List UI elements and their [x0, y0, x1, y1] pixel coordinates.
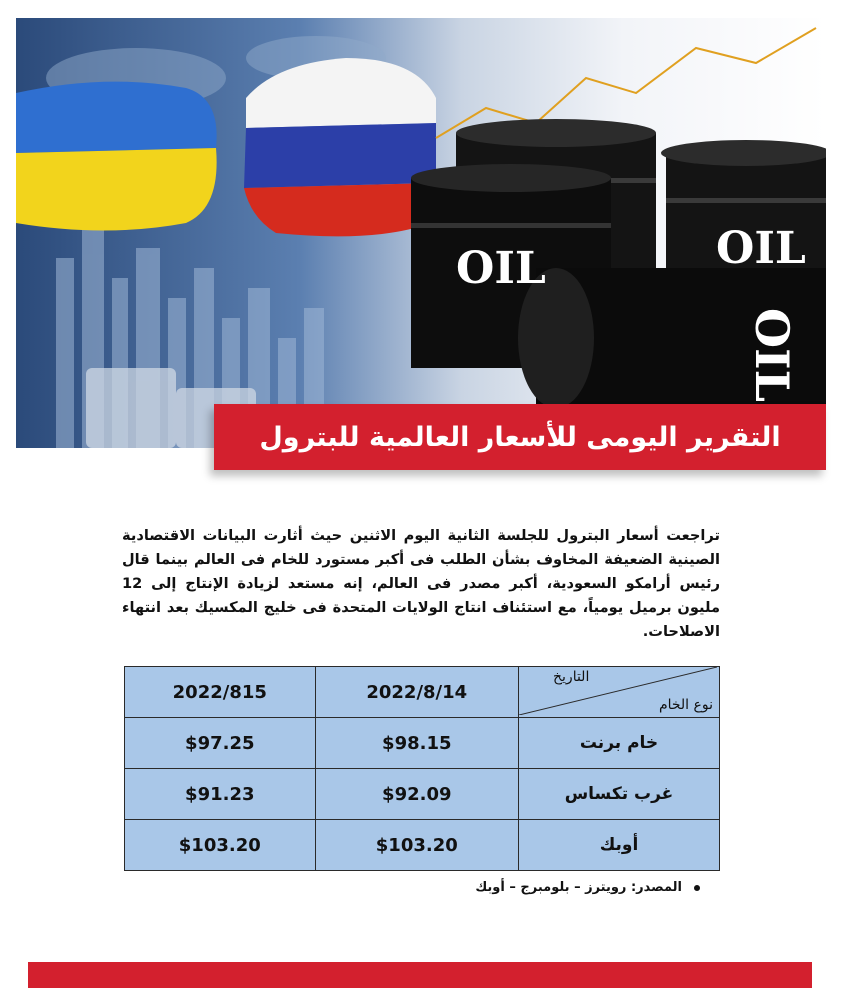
table-header-row	[125, 667, 720, 718]
hero-image	[16, 18, 826, 448]
footer-bar	[28, 962, 812, 988]
price-cell: $91.23	[125, 769, 316, 820]
header-type-label: نوع الخام	[658, 697, 713, 713]
barrel-label: OIL	[716, 223, 806, 274]
table-corner-header	[519, 667, 720, 718]
barrel-label: OIL	[456, 243, 546, 294]
price-cell: $103.20	[315, 820, 518, 871]
russia-fist	[244, 58, 436, 236]
price-cell: $92.09	[315, 769, 518, 820]
crude-label: غرب تكساس	[519, 769, 720, 820]
date-header: 2022/815	[125, 667, 316, 718]
table-row	[125, 769, 720, 820]
hero-illustration	[16, 18, 826, 448]
article-text: تراجعت أسعار البترول للجلسة الثانية اليوم الاثنين حيث أثارت البيانات الاقتصادية الصينية الضعيفة المخاوف بشأن الطلب فى أكبر مستورد للخام فى العالم بينما قال رئيس أرامكو السعودية، أكبر مصدر فى العالم، إنه مستعد لزيادة الإنتاج إلى 12 مليون برميل يومياً، مع استئناف انتاج الولايات المتحدة فى خليج المكسيك بعد انتهاء الاصلاحات.	[122, 527, 720, 640]
price-table	[124, 666, 720, 871]
page-title: التقرير اليومى للأسعار العالمية للبترول	[259, 421, 781, 453]
barrel-label: OIL	[745, 308, 799, 402]
price-cell: $103.20	[125, 820, 316, 871]
ukraine-fist	[16, 82, 217, 231]
table-row	[125, 820, 720, 871]
price-cell: $98.15	[315, 718, 518, 769]
crude-label: خام برنت	[519, 718, 720, 769]
date-header: 2022/8/14	[315, 667, 518, 718]
bullet-icon	[694, 885, 700, 891]
table-row	[125, 718, 720, 769]
price-cell: $97.25	[125, 718, 316, 769]
header-date-label: التاريخ	[553, 669, 590, 685]
source-text: المصدر: رويترز – بلومبرج – أوبك	[475, 880, 682, 895]
source-note	[440, 880, 700, 895]
crude-label: أوبك	[519, 820, 720, 871]
title-banner	[214, 404, 826, 470]
